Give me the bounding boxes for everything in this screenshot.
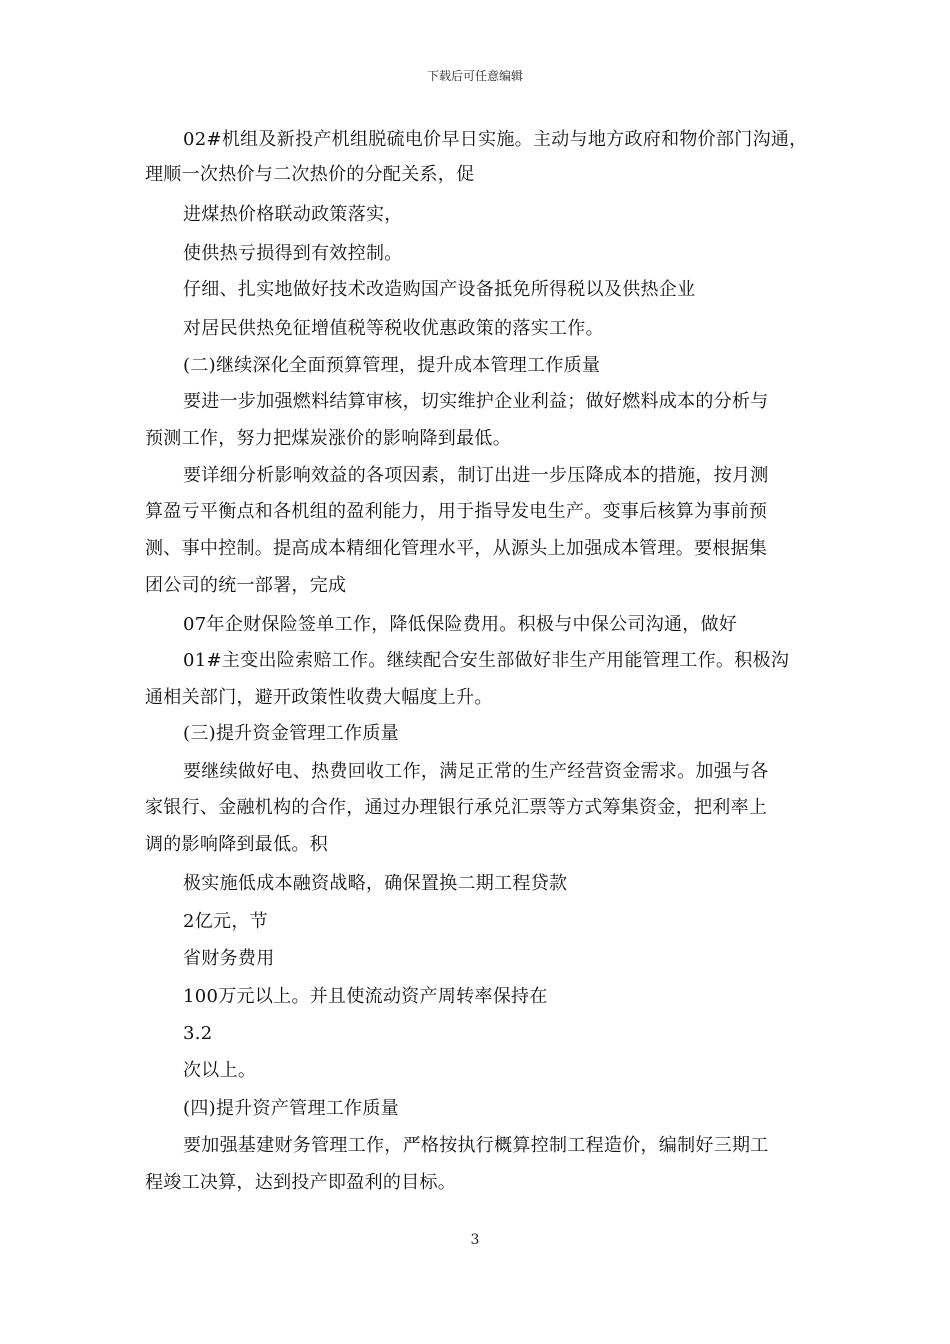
paragraph-line: 测、事中控制。提高成本精细化管理水平，从源头上加强成本管理。要根据集: [145, 538, 768, 559]
paragraph-line: 次以上。: [183, 1060, 257, 1081]
paragraph-line: 省财务费用: [183, 948, 275, 969]
paragraph-line: 对居民供热免征增值税等税收优惠政策的落实工作。: [183, 318, 604, 339]
paragraph-line: 预测工作，努力把煤炭涨价的影响降到最低。: [145, 428, 511, 449]
paragraph-line: 仔细、扎实地做好技术改造购国产设备抵免所得税以及供热企业: [183, 279, 696, 300]
paragraph-line: 01#主变出险索赔工作。继续配合安生部做好非生产用能管理工作。积极沟: [183, 650, 790, 671]
paragraph-line: 2亿元，节: [183, 911, 268, 932]
paragraph-line: 家银行、金融机构的合作，通过办理银行承兑汇票等方式筹集资金，把利率上: [145, 797, 768, 818]
paragraph-line: 程竣工决算，达到投产即盈利的目标。: [145, 1172, 457, 1193]
paragraph-line: 3.2: [183, 1023, 213, 1044]
paragraph-line: 要加强基建财务管理工作，严格按执行概算控制工程造价，编制好三期工: [183, 1135, 769, 1156]
paragraph-line: 极实施低成本融资战略，确保置换二期工程贷款: [183, 873, 568, 894]
paragraph-line: 团公司的统一部署，完成: [145, 575, 347, 596]
section-heading: (三)提升资金管理工作质量: [183, 723, 399, 744]
paragraph-line: 100万元以上。并且使流动资产周转率保持在: [183, 986, 548, 1007]
paragraph-line: 02#机组及新投产机组脱硫电价早日实施。主动与地方政府和物价部门沟通，: [183, 129, 808, 150]
paragraph-line: 算盈亏平衡点和各机组的盈利能力，用于指导发电生产。变事后核算为事前预: [145, 501, 768, 522]
paragraph-line: 调的影响降到最低。积: [145, 834, 328, 855]
page-number: 3: [470, 1232, 480, 1248]
paragraph-line: 要进一步加强燃料结算审核，切实维护企业利益；做好燃料成本的分析与: [183, 391, 769, 412]
page-header: 下载后可任意编辑: [426, 69, 523, 83]
paragraph-line: 进煤热价格联动政策落实，: [183, 204, 403, 225]
paragraph-line: 理顺一次热价与二次热价的分配关系，促: [145, 164, 475, 185]
paragraph-line: 要详细分析影响效益的各项因素，制订出进一步压降成本的措施，按月测: [183, 465, 769, 486]
section-heading: (四)提升资产管理工作质量: [183, 1098, 399, 1119]
paragraph-line: 07年企财保险签单工作，降低保险费用。积极与中保公司沟通，做好: [183, 614, 738, 635]
paragraph-line: 通相关部门，避开政策性收费大幅度上升。: [145, 687, 493, 708]
paragraph-line: 要继续做好电、热费回收工作，满足正常的生产经营资金需求。加强与各: [183, 761, 769, 782]
paragraph-line: 使供热亏损得到有效控制。: [183, 243, 403, 264]
section-heading: (二)继续深化全面预算管理，提升成本管理工作质量: [183, 355, 601, 376]
